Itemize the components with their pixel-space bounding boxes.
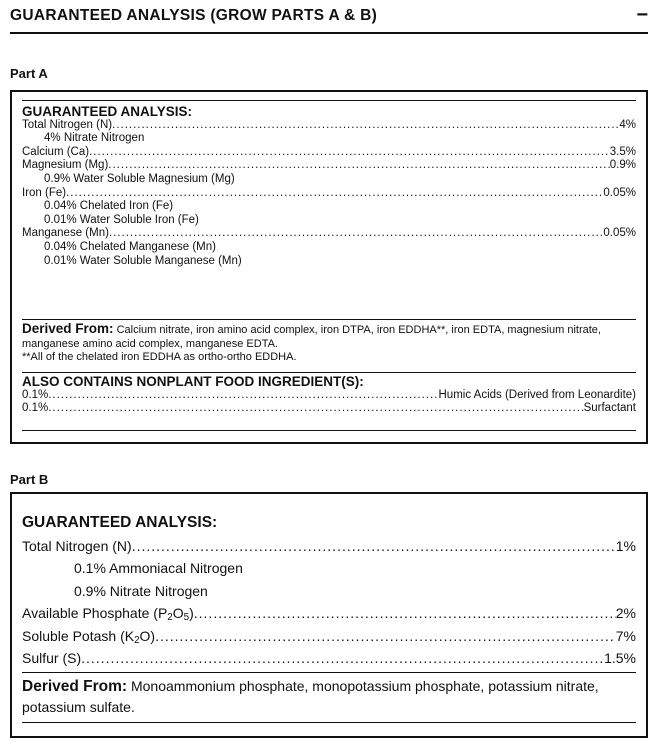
part-b-derived: Derived From: Monoammonium phosphate, monopotassium phosphate, potassium nitrate, potassium sulfate.	[22, 678, 599, 715]
part-a-derived-note: **All of the chelated iron EDDHA as ortho-ortho EDDHA.	[22, 351, 297, 363]
part-a-magnesium-sub: 0.9% Water Soluble Magnesium (Mg)	[44, 172, 235, 185]
part-a-manganese-chelated: 0.04% Chelated Manganese (Mn)	[44, 240, 216, 253]
part-a-derived-rule	[22, 319, 636, 320]
collapse-icon[interactable]: −	[636, 4, 648, 26]
part-a-also-title: ALSO CONTAINS NONPLANT FOOD INGREDIENT(S):	[22, 374, 364, 389]
part-a-title: GUARANTEED ANALYSIS:	[22, 104, 193, 119]
part-a-analysis	[22, 105, 636, 268]
part-a-manganese-water: 0.01% Water Soluble Manganese (Mn)	[44, 254, 242, 267]
part-b-potash-row: Soluble Potash $(K_2O)$ ..... 7%	[22, 625, 636, 648]
part-a-also-rule	[22, 372, 636, 373]
part-b-ammoniacal: 0.1% Ammoniacal Nitrogen	[74, 560, 243, 576]
part-a-also-contains	[22, 375, 636, 416]
part-a-derived: Derived From: Calcium nitrate, iron amino acid complex, iron DTPA, iron EDDHA**, iron EDTA, magnesium nitrate, manganese amino acid complex, manganese EDTA. **All of the chelated iron EDDHA as ortho-ortho EDDHA.	[22, 322, 636, 365]
part-b-label-box	[10, 492, 648, 738]
part-b-derived-rule	[22, 672, 636, 673]
part-a-iron-water: 0.01% Water Soluble Iron (Fe)	[44, 213, 199, 226]
part-a-iron-chelated: 0.04% Chelated Iron (Fe)	[44, 200, 174, 213]
part-a-manganese-row: Manganese (Mn) ..... 0.05%	[22, 227, 636, 241]
part-b-sulfur-row: Sulfur (S) ..... 1.5%	[22, 647, 636, 670]
part-a-humic-row: 0.1% ..... Humic Acids (Derived from Leonardite)	[22, 389, 636, 403]
part-b-nitrogen-row: Total Nitrogen (N) ..... 1%	[22, 535, 636, 558]
part-b-analysis	[22, 512, 636, 670]
part-a-magnesium-row: Magnesium (Mg) ..... 0.9%	[22, 159, 636, 173]
part-a-iron-row: Iron (Fe) ..... 0.05%	[22, 187, 636, 201]
section-title: GUARANTEED ANALYSIS (GROW PARTS A & B)	[10, 7, 378, 24]
part-a-nitrate: 4% Nitrate Nitrogen	[44, 132, 145, 145]
part-b-title: GUARANTEED ANALYSIS:	[22, 514, 218, 531]
part-b-phosphate-row: Available Phosphate $(P_2O_5)$ ..... 2%	[22, 602, 636, 625]
part-a-calcium-row: Calcium (Ca) ..... 3.5%	[22, 146, 636, 160]
part-b-label: Part B	[10, 472, 49, 487]
part-a-label-box	[10, 90, 648, 444]
part-a-top-rule	[22, 100, 636, 101]
section-header[interactable]	[10, 4, 648, 34]
part-b-nitrate: 0.9% Nitrate Nitrogen	[74, 582, 208, 599]
part-a-nitrogen-row: Total Nitrogen (N) ..... 4%	[22, 119, 636, 133]
part-a-label: Part A	[10, 66, 48, 81]
part-b-bottom-rule	[22, 722, 636, 723]
part-a-surfactant-row: 0.1% ..... Surfactant	[22, 402, 636, 416]
part-a-bottom-rule	[22, 430, 636, 431]
